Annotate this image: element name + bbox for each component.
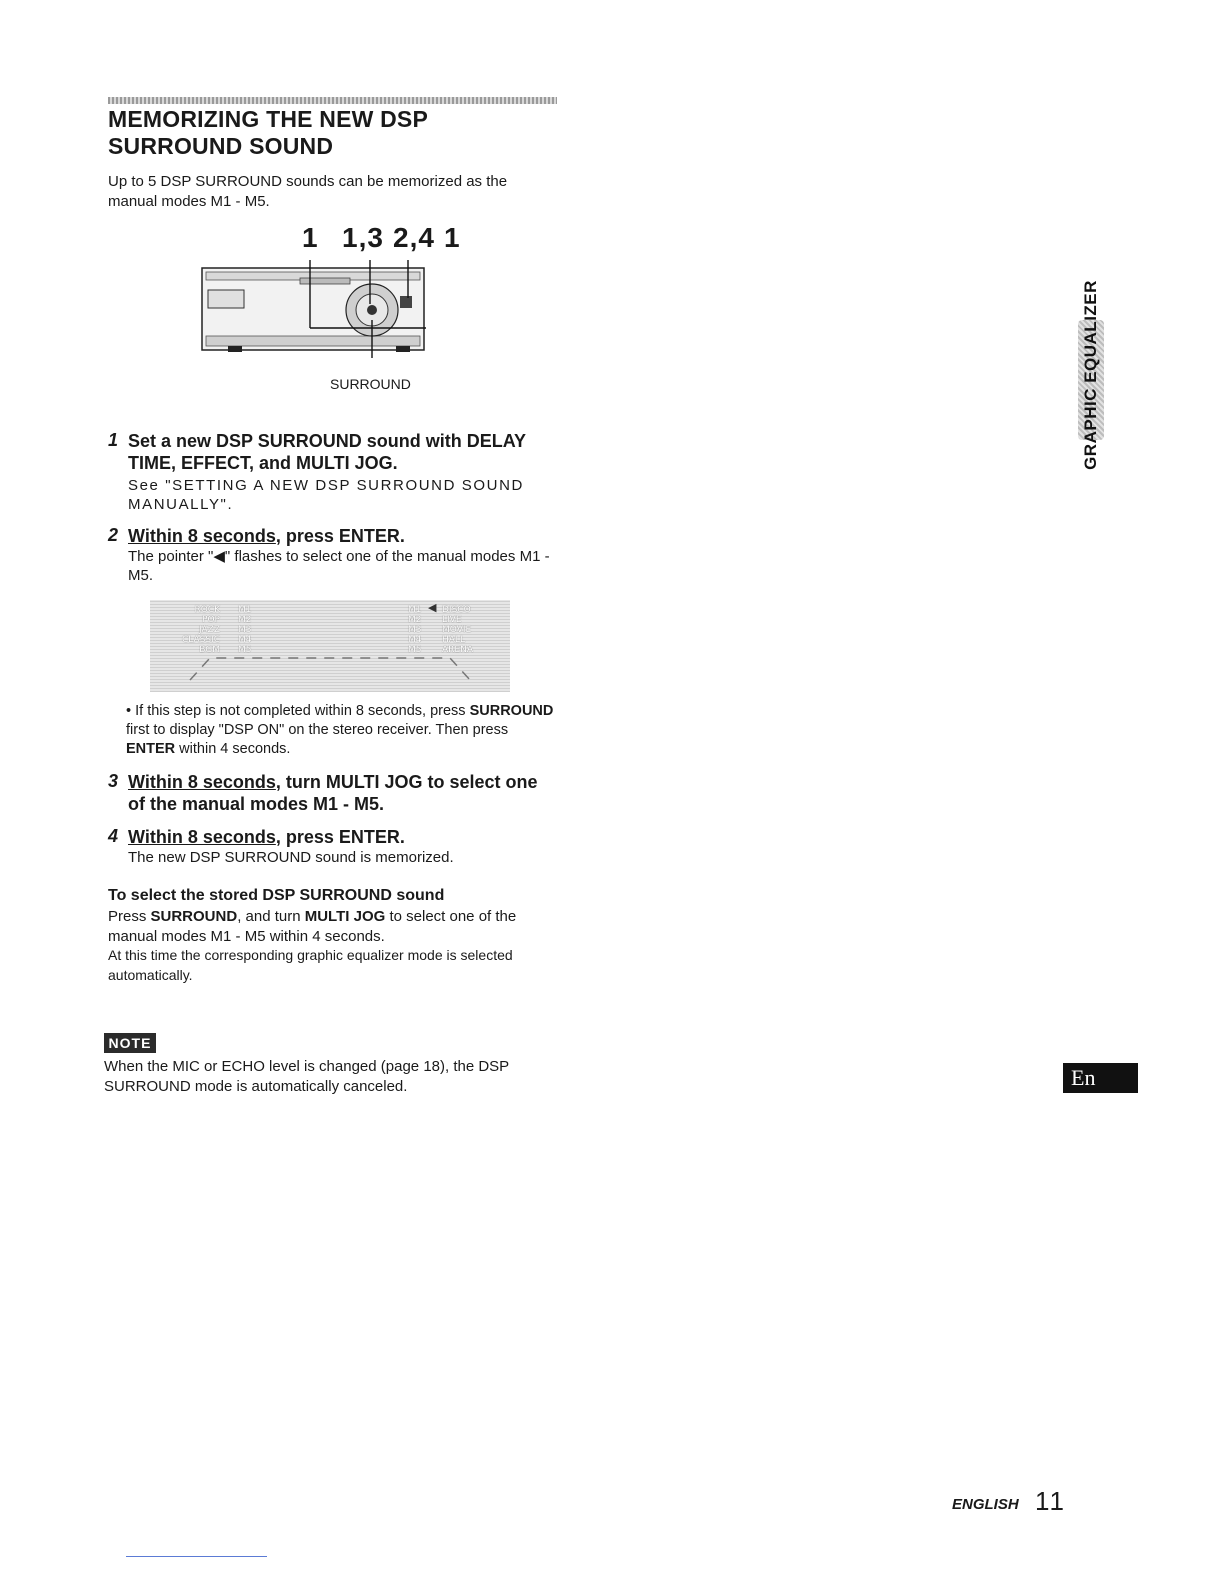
note-badge: NOTE bbox=[104, 1033, 156, 1053]
callout-1-3: 1,3 bbox=[342, 222, 384, 253]
section-side-tab bbox=[1076, 260, 1106, 490]
pointer-icon: ◀ bbox=[428, 601, 437, 614]
step-number: 2 bbox=[108, 525, 119, 545]
surround-label: SURROUND bbox=[330, 376, 411, 392]
display-col-manual-left: M1 M2 M3 M4 M5 bbox=[238, 605, 252, 655]
display-col-manual-right: M1 M2 M3 M4 M5 bbox=[408, 605, 422, 655]
step-number: 1 bbox=[108, 430, 119, 450]
step-heading: Within 8 seconds, press ENTER. bbox=[128, 827, 405, 847]
step-3 bbox=[108, 771, 558, 815]
callout-2-4: 2,4 bbox=[393, 222, 435, 253]
step-body: The pointer "◀" flashes to select one of the manual modes M1 - M5. bbox=[128, 548, 550, 584]
section-header-bar bbox=[108, 97, 557, 104]
language-badge: En bbox=[1063, 1063, 1138, 1093]
intro-paragraph: Up to 5 DSP SURROUND sounds can be memorized as the manual modes M1 - M5. bbox=[108, 173, 508, 210]
step-heading: Within 8 seconds, turn MULTI JOG to select one of the manual modes M1 - M5. bbox=[128, 772, 538, 814]
stored-sound-body: Press SURROUND, and turn MULTI JOG to select one of the manual modes M1 - M5 within 4 seconds. At this time the corresponding graphic equalizer mode is selected automatically. bbox=[108, 908, 517, 983]
step-4 bbox=[108, 826, 558, 867]
footer-rule bbox=[126, 1556, 267, 1557]
side-tab-label: GRAPHIC EQUALIZER bbox=[1081, 280, 1100, 470]
callout-1: 1 bbox=[302, 222, 319, 253]
stored-sound-heading: To select the stored DSP SURROUND sound bbox=[108, 887, 445, 904]
page-title: MEMORIZING THE NEW DSP SURROUND SOUND bbox=[108, 106, 428, 159]
page-number: 11 bbox=[1035, 1486, 1066, 1516]
step-body: See "SETTING A NEW DSP SURROUND SOUND MANUALLY". bbox=[128, 477, 524, 513]
display-col-presets: ROCK POP JAZZ CLASSIC BGM bbox=[181, 605, 220, 655]
step-number: 4 bbox=[108, 826, 119, 846]
footer-language: ENGLISH bbox=[952, 1496, 1019, 1513]
step-heading: Set a new DSP SURROUND sound with DELAY TIME, EFFECT, and MULTI JOG. bbox=[128, 431, 526, 473]
note-body: When the MIC or ECHO level is changed (page 18), the DSP SURROUND mode is automatically canceled. bbox=[104, 1058, 509, 1095]
step-body: The new DSP SURROUND sound is memorized. bbox=[128, 849, 454, 866]
callout-1b: 1 bbox=[444, 222, 461, 253]
step-heading: Within 8 seconds, press ENTER. bbox=[128, 526, 405, 546]
display-col-modes: DISCO LIVE MOVIE HALL ARENA bbox=[442, 605, 473, 655]
step-1 bbox=[108, 430, 558, 514]
step-2 bbox=[108, 525, 558, 585]
receiver-display-illustration bbox=[150, 600, 510, 692]
step-2-note: • If this step is not completed within 8 seconds, press SURROUND first to display "DSP ON" on the stereo receiver. Then press ENTER within 4 seconds. bbox=[126, 703, 554, 757]
receiver-illustration bbox=[200, 260, 426, 358]
step-number: 3 bbox=[108, 771, 119, 791]
display-dashes bbox=[150, 600, 510, 692]
